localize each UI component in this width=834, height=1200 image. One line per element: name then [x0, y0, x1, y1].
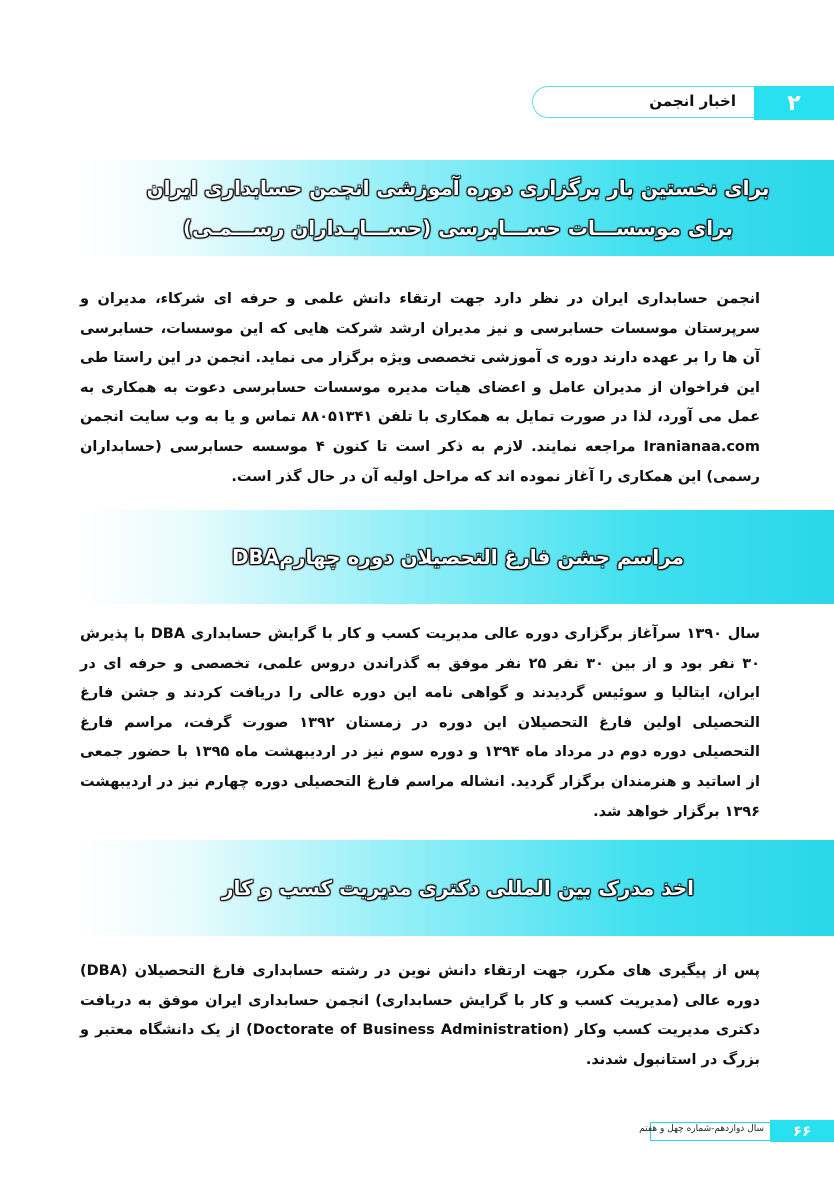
article-3-body: پس از پیگیری های مکرر، جهت ارتقاء دانش نوین در رشته حسابداری فارغ التحصیلان (DBA) دوره عالی (مدیریت کسب و کار با گرایش حسابداری) انجمن حسابداری ایران موفق به دریافت دکتری مدیریت کسب وکار (Doctorate of Business Administration) از یک دانشگاه معتبر و بزرگ در استانبول شدند.	[80, 963, 761, 1068]
article-1-body: انجمن حسابداری ایران در نظر دارد جهت ارتقاء دانش علمی و حرفه ای شرکاء، مدیران و سرپرستان موسسات حسابرسی و نیز مدیران ارشد شرکت هایی که این موسسات، حسابرسی آن ها را بر عهده دارند دوره ی آموزشی تخصصی ویژه برگزار می نماید. انجمن در این راستا طی این فراخوان از مدیران عامل و اعضای هیات مدیره موسسات حسابرسی دعوت به همکاری به عمل می آورد، لذا در صورت تمایل به همکاری با تلفن ۸۸۰۵۱۳۴۱ تماس و یا به وب سایت انجمن Iranianaa.com مراجعه نمایند. لازم به ذکر است تا کنون ۴ موسسه حسابرسی (حسابداران رسمی) این همکاری را آغاز نموده اند که مراحل اولیه آن در حال گذر است.	[80, 291, 760, 485]
section-number-badge: ۲	[754, 86, 834, 120]
footer-issue-text: سال دوازدهم-شماره چهل و هفتم	[639, 1124, 764, 1134]
article-2-body: سال ۱۳۹۰ سرآغاز برگزاری دوره عالی مدیریت کسب و کار با گرایش حسابداری DBA با پذیرش ۳۰ نفر بود و از بین ۳۰ نفر ۲۵ نفر موفق به گذراندن دروس علمی، تخصصی و حرفه ای در ایران، ایتالیا و سوئیس گردیدند و گواهی نامه این دوره عالی را دریافت کردند و جشن فارغ التحصیلی اولین فارغ التحصیلان این دوره در زمستان ۱۳۹۲ صورت گرفت، مراسم فارغ التحصیلی دوره دوم در مرداد ماه ۱۳۹۴ و دوره سوم نیز در اردیبهشت ماه ۱۳۹۵ با حضور جمعی از اساتید و هنرمندان برگزار گردید. انشاله مراسم فارغ التحصیلی دوره چهارم نیز در اردیبهشت ۱۳۹۶ برگزار خواهد شد.	[80, 626, 761, 820]
article-3-title-banner	[82, 840, 834, 936]
page-number-badge: ۶۶	[770, 1120, 834, 1142]
article-1-title-line-1: برای نخستین بار برگزاری دوره آموزشی انجمن حسابداری ایران	[146, 176, 770, 200]
article-2-title-banner	[82, 510, 834, 604]
section-title: اخبار انجمن	[649, 92, 736, 110]
article-1-title-banner	[82, 160, 834, 256]
article-2-title-line-1: مراسم جشن فارغ التحصیلان دوره چهارمDBA	[231, 545, 685, 569]
article-1-title-line-2: برای موسســـات حســـابرسی (حســـابـداران رســـمـی)	[182, 216, 734, 240]
article-3-title-line-1: اخذ مدرک بین المللی دکتری مدیریت کسب و کار	[221, 876, 695, 900]
